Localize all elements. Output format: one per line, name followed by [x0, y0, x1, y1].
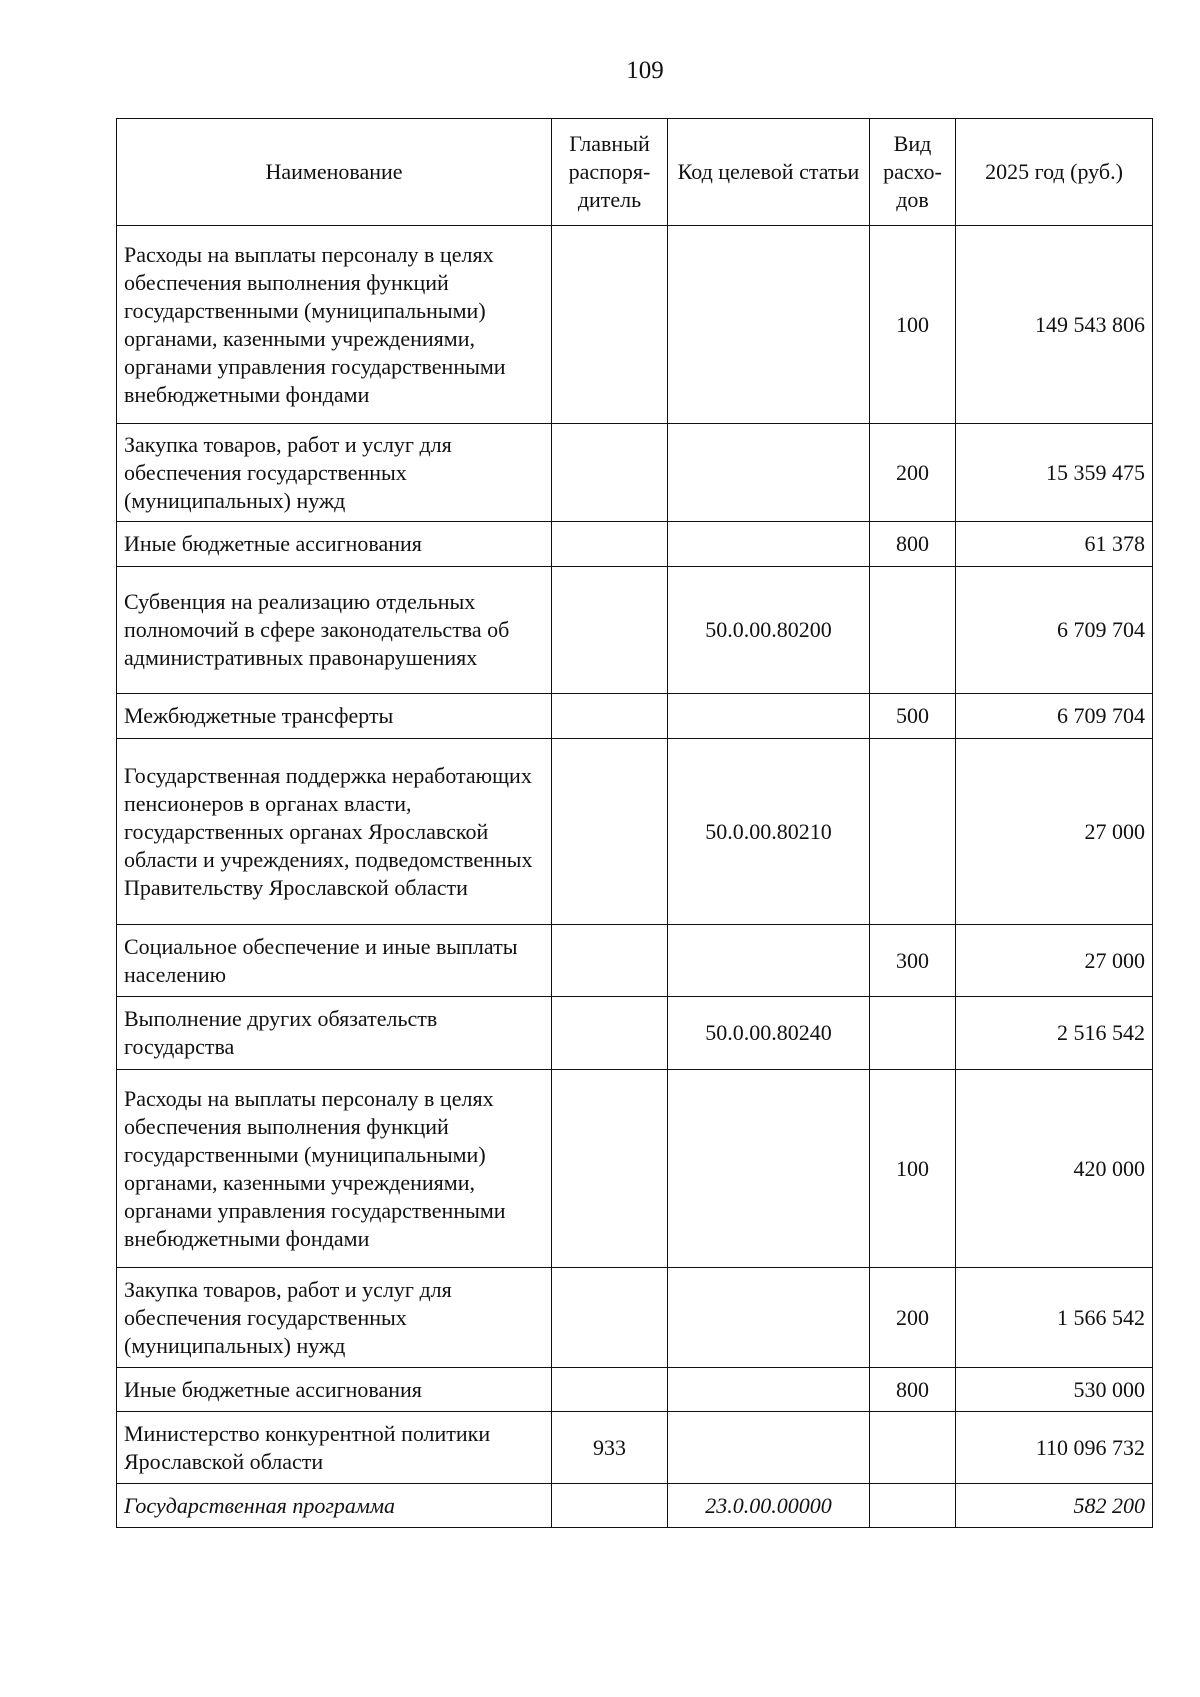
cell-name: Иные бюджетные ассигнования [117, 522, 552, 567]
cell-name: Министерство конкурентной политики Ярославской области [117, 1412, 552, 1484]
table-row [117, 1368, 1153, 1412]
cell-name: Межбюджетные трансферты [117, 694, 552, 739]
table-row [117, 1412, 1153, 1484]
header-code: Код целевой статьи [668, 119, 870, 226]
cell-code [668, 694, 870, 739]
cell-amount: 27 000 [956, 925, 1153, 997]
cell-kind [870, 567, 956, 694]
cell-code: 23.0.00.00000 [668, 1484, 870, 1528]
cell-code [668, 226, 870, 424]
header-name: Наименование [117, 119, 552, 226]
cell-admin [552, 567, 668, 694]
cell-admin [552, 925, 668, 997]
table-row [117, 226, 1153, 424]
cell-admin [552, 522, 668, 567]
cell-code: 50.0.00.80240 [668, 997, 870, 1070]
table-header [117, 119, 1153, 226]
table-row [117, 1268, 1153, 1368]
cell-amount: 27 000 [956, 739, 1153, 925]
cell-amount: 1 566 542 [956, 1268, 1153, 1368]
cell-code [668, 1412, 870, 1484]
table-row [117, 997, 1153, 1070]
cell-kind: 300 [870, 925, 956, 997]
cell-code [668, 424, 870, 522]
cell-name: Расходы на выплаты персоналу в целях обеспечения выполнения функций государственными (муниципальными) органами, казенными учреждениями, органами управления государственными внебюджетными фондами [117, 1070, 552, 1268]
table-row [117, 567, 1153, 694]
cell-amount: 2 516 542 [956, 997, 1153, 1070]
cell-name: Закупка товаров, работ и услуг для обеспечения государственных (муниципальных) нужд [117, 424, 552, 522]
header-amount: 2025 год (руб.) [956, 119, 1153, 226]
cell-kind: 800 [870, 1368, 956, 1412]
cell-name: Субвенция на реализацию отдельных полномочий в сфере законодательства об административных правонарушениях [117, 567, 552, 694]
cell-kind: 200 [870, 1268, 956, 1368]
cell-kind [870, 1412, 956, 1484]
cell-kind: 100 [870, 226, 956, 424]
cell-admin: 933 [552, 1412, 668, 1484]
cell-amount: 6 709 704 [956, 567, 1153, 694]
cell-admin [552, 424, 668, 522]
table-row [117, 694, 1153, 739]
cell-admin [552, 1368, 668, 1412]
cell-admin [552, 694, 668, 739]
table-row [117, 1070, 1153, 1268]
cell-kind: 200 [870, 424, 956, 522]
header-admin: Главный распоря-дитель [552, 119, 668, 226]
cell-code [668, 1368, 870, 1412]
cell-name: Иные бюджетные ассигнования [117, 1368, 552, 1412]
cell-amount: 530 000 [956, 1368, 1153, 1412]
cell-code: 50.0.00.80200 [668, 567, 870, 694]
table-body [117, 226, 1153, 1528]
cell-kind [870, 1484, 956, 1528]
cell-code [668, 1070, 870, 1268]
table-row [117, 424, 1153, 522]
cell-kind: 800 [870, 522, 956, 567]
cell-amount: 420 000 [956, 1070, 1153, 1268]
cell-amount: 15 359 475 [956, 424, 1153, 522]
header-kind: Вид расхо-дов [870, 119, 956, 226]
cell-admin [552, 739, 668, 925]
cell-admin [552, 1484, 668, 1528]
header-row [117, 119, 1153, 226]
cell-name: Социальное обеспечение и иные выплаты населению [117, 925, 552, 997]
cell-amount: 149 543 806 [956, 226, 1153, 424]
cell-admin [552, 1070, 668, 1268]
cell-kind: 100 [870, 1070, 956, 1268]
cell-code [668, 1268, 870, 1368]
cell-kind: 500 [870, 694, 956, 739]
table-row [117, 1484, 1153, 1528]
cell-code: 50.0.00.80210 [668, 739, 870, 925]
cell-code [668, 925, 870, 997]
cell-name: Закупка товаров, работ и услуг для обеспечения государственных (муниципальных) нужд [117, 1268, 552, 1368]
cell-name: Государственная поддержка неработающих пенсионеров в органах власти, государственных органах Ярославской области и учреждениях, подведомственных Правительству Ярославской области [117, 739, 552, 925]
cell-amount: 582 200 [956, 1484, 1153, 1528]
cell-amount: 110 096 732 [956, 1412, 1153, 1484]
cell-admin [552, 226, 668, 424]
cell-code [668, 522, 870, 567]
cell-name: Расходы на выплаты персоналу в целях обеспечения выполнения функций государственными (муниципальными) органами, казенными учреждениями, органами управления государственными внебюджетными фондами [117, 226, 552, 424]
cell-admin [552, 1268, 668, 1368]
cell-kind [870, 739, 956, 925]
page-number: 109 [626, 57, 664, 84]
budget-table [116, 118, 1153, 1528]
table-row [117, 739, 1153, 925]
cell-name: Выполнение других обязательств государства [117, 997, 552, 1070]
cell-kind [870, 997, 956, 1070]
table-row [117, 925, 1153, 997]
cell-amount: 6 709 704 [956, 694, 1153, 739]
cell-amount: 61 378 [956, 522, 1153, 567]
table-row [117, 522, 1153, 567]
cell-name: Государственная программа [117, 1484, 552, 1528]
cell-admin [552, 997, 668, 1070]
